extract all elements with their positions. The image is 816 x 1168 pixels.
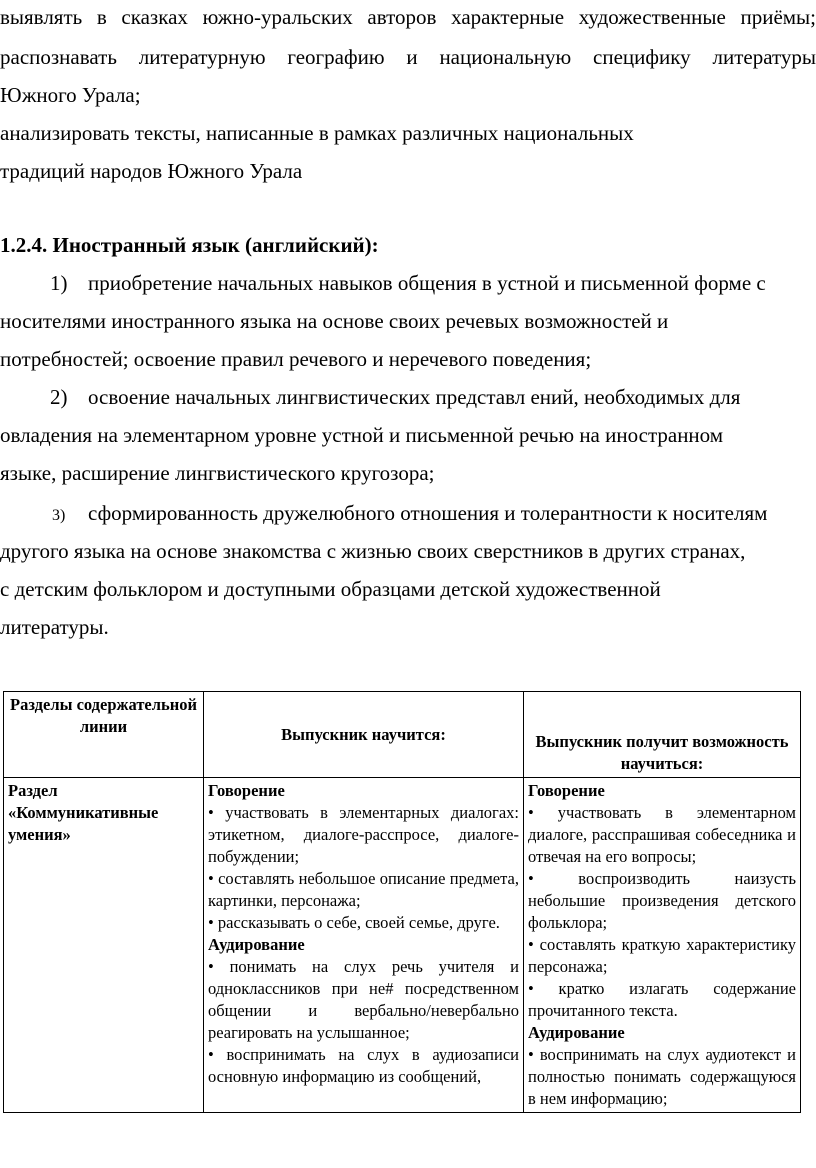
list-item-text: потребностей; освоение правил речевого и неречевого поведения; bbox=[0, 347, 592, 371]
text-line: выявлять в сказках южно-уральских авторов характерные художественные приёмы; bbox=[0, 5, 816, 29]
table-header-row bbox=[4, 692, 801, 778]
list-item-text: овладения на элементарном уровне устной и письменной речью на иностранном bbox=[0, 423, 724, 447]
list-item: • составлять краткую характеристику персонажа; bbox=[528, 935, 796, 976]
section-heading: 1.2.4. Иностранный язык (английский): bbox=[0, 233, 379, 257]
list-item-text: приобретение начальных навыков общения в устной и письменной форме с bbox=[88, 271, 766, 295]
listening-title: Аудирование bbox=[528, 1023, 625, 1042]
list-item: • кратко излагать содержание прочитанного текста. bbox=[528, 979, 796, 1020]
will-learn-cell bbox=[204, 778, 524, 1113]
section-cell bbox=[4, 778, 204, 1113]
list-item-text: литературы. bbox=[0, 615, 109, 639]
list-item-text: с детским фольклором и доступными образцами детской художественной bbox=[0, 577, 661, 601]
list-item-text: сформированность дружелюбного отношения и толерантности к носителям bbox=[88, 501, 768, 525]
list-item-text: носителями иностранного языка на основе своих речевых возможностей и bbox=[0, 309, 669, 333]
list-item-text: освоение начальных лингвистических представл ений, необходимых для bbox=[88, 385, 741, 409]
listening-title: Аудирование bbox=[208, 935, 305, 954]
text-line: распознавать литературную географию и национальную специфику литературы bbox=[0, 45, 816, 69]
header-will-learn: Выпускник научится: bbox=[204, 692, 524, 778]
list-item: • воспринимать на слух аудиотекст и полностью понимать содержащуюся в нем информацию; bbox=[528, 1045, 796, 1108]
list-number: 3) bbox=[52, 507, 66, 524]
list-item: • участвовать в элементарном диалоге, расспрашивая собеседника и отвечая на его вопросы; bbox=[528, 803, 796, 866]
list-item: • воспроизводить наизусть небольшие произведения детского фольклора; bbox=[528, 869, 796, 932]
speaking-title: Говорение bbox=[528, 781, 605, 800]
list-item: • понимать на слух речь учителя и одноклассников при не# посредственном общении и вербально/невербально реагировать на услышанное; bbox=[208, 957, 519, 1042]
list-item: • составлять небольшое описание предмета, картинки, персонажа; bbox=[208, 869, 519, 910]
list-item: • воспринимать на слух в аудиозаписи основную информацию из сообщений, bbox=[208, 1045, 519, 1086]
list-number: 1) bbox=[50, 271, 68, 295]
header-may-learn: Выпускник получит возможность научиться: bbox=[524, 692, 801, 778]
table-row bbox=[4, 778, 801, 1113]
text-line: анализировать тексты, написанные в рамках различных национальных bbox=[0, 121, 634, 145]
speaking-title: Говорение bbox=[208, 781, 285, 800]
list-item-text: языке, расширение лингвистического кругозора; bbox=[0, 461, 435, 485]
list-number: 2) bbox=[50, 385, 68, 409]
text-line: традиций народов Южного Урала bbox=[0, 159, 303, 183]
header-sections: Разделы содержательной линии bbox=[4, 692, 204, 778]
text-line: Южного Урала; bbox=[0, 83, 141, 107]
list-item-text: другого языка на основе знакомства с жизнью своих сверстников в других странах, bbox=[0, 539, 746, 563]
list-item: • участвовать в элементарных диалогах: этикетном, диалоге-расспросе, диалоге-побуждении; bbox=[208, 803, 519, 866]
section-name: Раздел «Коммуникативные умения» bbox=[8, 781, 159, 844]
may-learn-cell bbox=[524, 778, 801, 1113]
content-table bbox=[3, 691, 801, 1113]
list-item: • рассказывать о себе, своей семье, друге. bbox=[208, 913, 500, 932]
